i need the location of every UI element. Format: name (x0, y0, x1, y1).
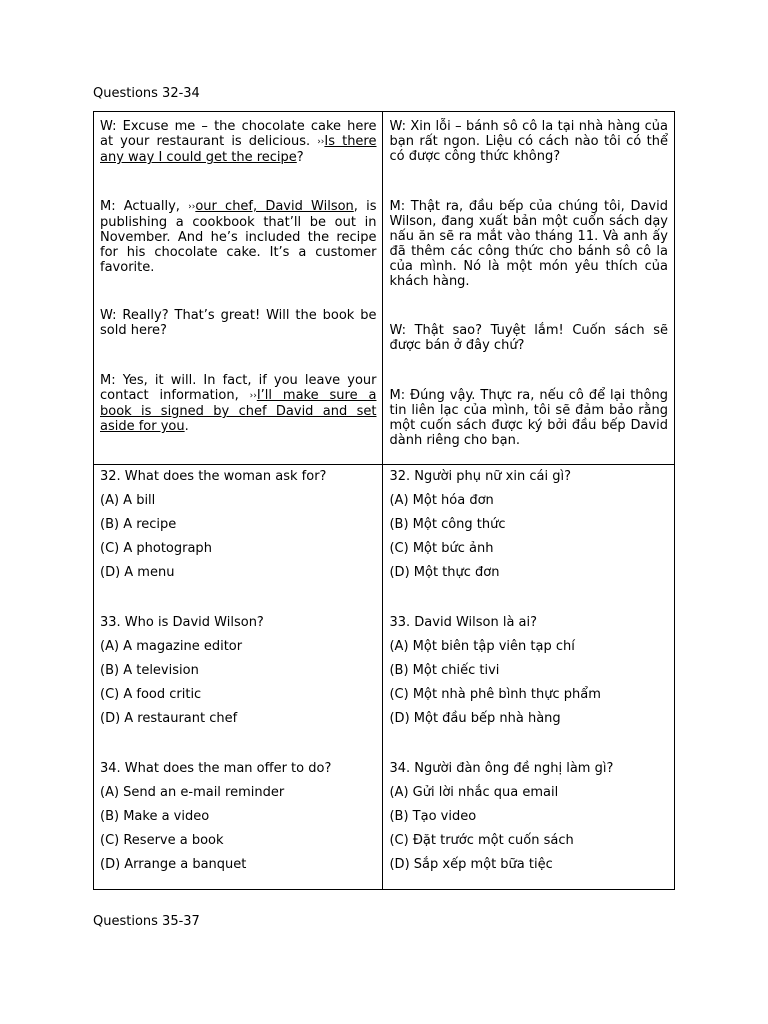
bilingual-table (93, 111, 675, 890)
answer-clue-text: Is there any way I could get the recipe (100, 134, 377, 165)
option-33-a-vi: (A) Một biên tập viên tạp chí (389, 639, 575, 654)
dialogue-line-woman-1 (100, 119, 376, 165)
option-32-d: (D) A menu (100, 565, 175, 580)
section-heading-questions-32-34: Questions 32-34 (93, 86, 200, 101)
dialogue-text: . (184, 419, 189, 434)
option-34-d: (D) Arrange a banquet (100, 857, 247, 872)
option-32-c: (C) A photograph (100, 541, 212, 556)
option-34-b-vi: (B) Tạo video (389, 809, 477, 824)
option-32-a: (A) A bill (100, 493, 156, 508)
dialogue-line-woman-2 (100, 308, 376, 338)
dialogue-line-woman-1-vi: W: Xin lỗi – bánh sô cô la tại nhà hàng của bạn rất ngon. Liệu có cách nào tôi có thể có được công thức không? (389, 119, 668, 164)
dialogue-line-woman-2-vi: W: Thật sao? Tuyệt lắm! Cuốn sách sẽ được bán ở đây chứ? (389, 323, 668, 353)
option-32-d-vi: (D) Một thực đơn (389, 565, 500, 580)
option-34-b: (B) Make a video (100, 809, 210, 824)
question-34: 34. What does the man offer to do? (100, 761, 332, 776)
reference-marker: ›› (317, 137, 325, 147)
question-33-vi: 33. David Wilson là ai? (389, 615, 538, 630)
questions-vietnamese-cell (383, 465, 675, 890)
dialogue-line-man-1-vi: M: Thật ra, đầu bếp của chúng tôi, David Wilson, đang xuất bản một cuốn sách dạy nấu ăn sẽ ra mắt vào tháng 11. Và anh ấy đã thêm các công thức cho bánh sô cô la của mình. Nó là một món yêu thích của khách hàng. (389, 199, 668, 289)
option-34-c: (C) Reserve a book (100, 833, 224, 848)
dialogue-text: ? (296, 150, 304, 165)
answer-clue-text: our chef, David Wilson (195, 199, 354, 214)
option-32-a-vi: (A) Một hóa đơn (389, 493, 494, 508)
dialogue-text: W: Excuse me – the chocolate cake here at your restaurant is delicious. (100, 119, 377, 149)
dialogue-line-man-2 (100, 373, 376, 434)
option-34-a: (A) Send an e-mail reminder (100, 785, 285, 800)
dialogue-text: M: Actually, (100, 199, 189, 214)
questions-english-cell (94, 465, 383, 890)
questions-row (94, 465, 675, 890)
dialogue-text: W: Really? That’s great! Will the book be sold here? (100, 308, 377, 338)
question-32-vi: 32. Người phụ nữ xin cái gì? (389, 469, 571, 484)
answer-clue-text: I’ll make sure a book is signed by chef David and set aside for you (100, 388, 377, 434)
option-33-b: (B) A television (100, 663, 199, 678)
option-32-b: (B) A recipe (100, 517, 177, 532)
question-33: 33. Who is David Wilson? (100, 615, 264, 630)
option-33-d: (D) A restaurant chef (100, 711, 238, 726)
dialogue-vietnamese-cell (383, 112, 675, 465)
question-34-vi: 34. Người đàn ông đề nghị làm gì? (389, 761, 614, 776)
dialogue-row (94, 112, 675, 465)
option-33-d-vi: (D) Một đầu bếp nhà hàng (389, 711, 561, 726)
reference-marker: ›› (249, 391, 257, 401)
option-34-c-vi: (C) Đặt trước một cuốn sách (389, 833, 574, 848)
dialogue-text: , is publishing a cookbook that’ll be out in November. And he’s included the recipe for his chocolate cake. It’s a customer favorite. (100, 199, 377, 275)
option-32-c-vi: (C) Một bức ảnh (389, 541, 494, 556)
section-heading-questions-35-37: Questions 35-37 (93, 914, 200, 929)
dialogue-line-man-2-vi: M: Đúng vậy. Thực ra, nếu cô để lại thông tin liên lạc của mình, tôi sẽ đảm bảo rằng một cuốn sách được ký bởi đầu bếp David dành riêng cho bạn. (389, 388, 668, 448)
option-33-c: (C) A food critic (100, 687, 202, 702)
option-33-b-vi: (B) Một chiếc tivi (389, 663, 500, 678)
option-34-a-vi: (A) Gửi lời nhắc qua email (389, 785, 559, 800)
dialogue-english-cell (94, 112, 383, 465)
dialogue-line-man-1 (100, 199, 376, 275)
dialogue-text: M: Yes, it will. In fact, if you leave your contact information, (100, 373, 377, 403)
option-34-d-vi: (D) Sắp xếp một bữa tiệc (389, 857, 553, 872)
question-32: 32. What does the woman ask for? (100, 469, 327, 484)
option-33-c-vi: (C) Một nhà phê bình thực phẩm (389, 687, 601, 702)
option-32-b-vi: (B) Một công thức (389, 517, 506, 532)
option-33-a: (A) A magazine editor (100, 639, 243, 654)
reference-marker: ›› (188, 202, 196, 212)
